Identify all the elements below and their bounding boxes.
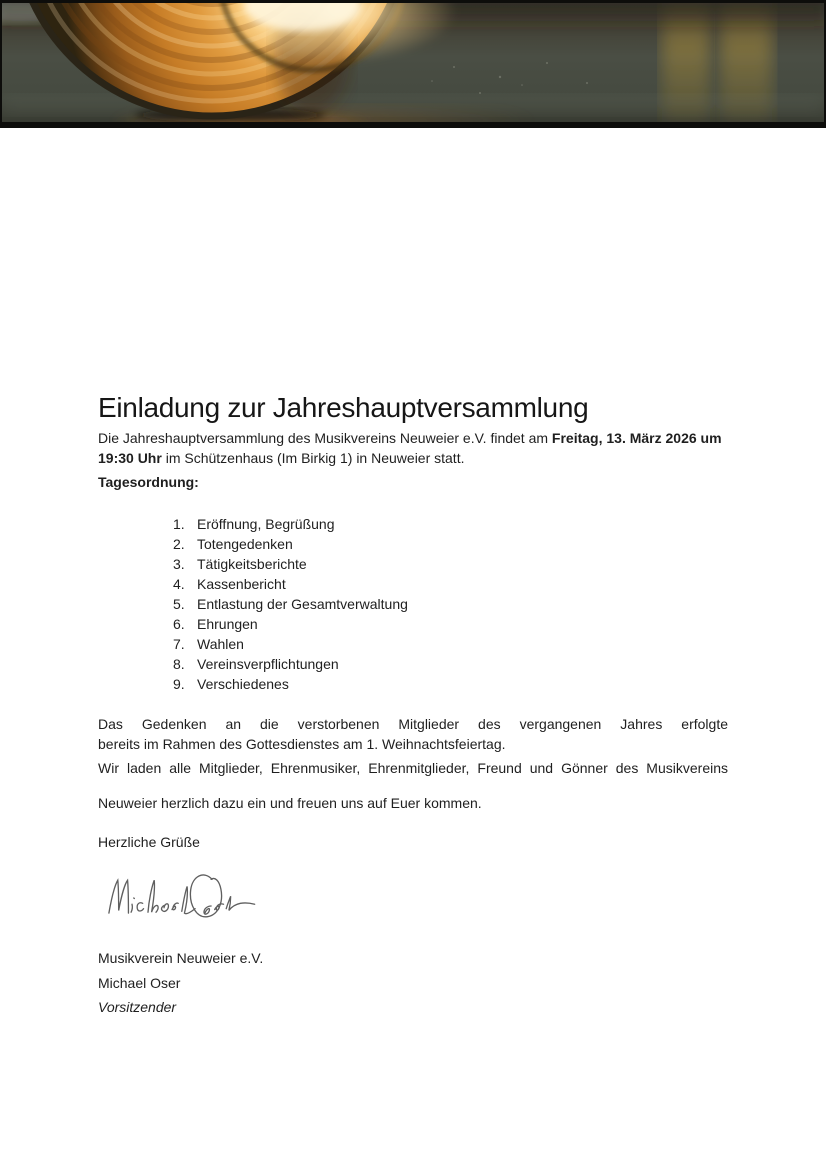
agenda-item-number: 1. xyxy=(173,516,185,532)
agenda-item-number: 8. xyxy=(173,656,185,672)
brass-instrument-image xyxy=(2,3,824,122)
intro-date-bold: Freitag, 13. März 2026 um xyxy=(551,430,722,446)
intro-text-regular-1: Die Jahreshauptversammlung des Musikvereins Neuweier e.V. findet am xyxy=(98,430,552,446)
agenda-item-number: 3. xyxy=(173,556,185,572)
agenda-item xyxy=(98,634,728,654)
agenda-item-label: Entlastung der Gesamtverwaltung xyxy=(197,596,408,612)
footer-signer-role: Vorsitzender xyxy=(98,999,177,1015)
invitation-line-1: Wir laden alle Mitglieder, Ehrenmusiker, Ehrenmitglieder, Freund und Gönner des Musikvereins xyxy=(98,760,728,776)
agenda-item xyxy=(98,654,728,674)
agenda-list xyxy=(98,514,728,694)
agenda-heading: Tagesordnung: xyxy=(98,474,199,490)
header-photo xyxy=(0,0,826,128)
invitation-line-2: Neuweier herzlich dazu ein und freuen uns auf Euer kommen. xyxy=(98,795,482,811)
agenda-item-number: 4. xyxy=(173,576,185,592)
agenda-item-label: Vereinsverpflichtungen xyxy=(197,656,339,672)
intro-paragraph xyxy=(98,428,728,468)
agenda-item-label: Kassenbericht xyxy=(197,576,286,592)
agenda-item-label: Wahlen xyxy=(197,636,244,652)
intro-text-regular-2: im Schützenhaus (Im Birkig 1) in Neuweier statt. xyxy=(161,450,465,466)
agenda-item-label: Eröffnung, Begrüßung xyxy=(197,516,335,532)
agenda-item-number: 5. xyxy=(173,596,185,612)
agenda-item-number: 9. xyxy=(173,676,185,692)
memorial-paragraph xyxy=(98,714,728,754)
agenda-item-label: Ehrungen xyxy=(197,616,258,632)
agenda-item xyxy=(98,614,728,634)
memorial-line-2: bereits im Rahmen des Gottesdienstes am 1. Weihnachtsfeiertag. xyxy=(98,736,506,752)
agenda-item-label: Tätigkeitsberichte xyxy=(197,556,307,572)
footer-organization: Musikverein Neuweier e.V. xyxy=(98,950,264,966)
signature-image xyxy=(100,866,260,930)
footer-signer-name: Michael Oser xyxy=(98,975,181,991)
agenda-item xyxy=(98,574,728,594)
agenda-item xyxy=(98,534,728,554)
agenda-item xyxy=(98,554,728,574)
page-title: Einladung zur Jahreshauptversammlung xyxy=(98,391,589,423)
agenda-item-label: Verschiedenes xyxy=(197,676,289,692)
intro-time-bold: 19:30 Uhr xyxy=(98,450,162,466)
agenda-item-number: 2. xyxy=(173,536,185,552)
memorial-line-1: Das Gedenken an die verstorbenen Mitglieder des vergangenen Jahres erfolgte xyxy=(98,716,728,732)
agenda-item-number: 6. xyxy=(173,616,185,632)
agenda-item-number: 7. xyxy=(173,636,185,652)
agenda-item xyxy=(98,514,728,534)
agenda-item xyxy=(98,594,728,614)
agenda-item-label: Totengedenken xyxy=(197,536,293,552)
agenda-item xyxy=(98,674,728,694)
closing-line: Herzliche Grüße xyxy=(98,834,200,850)
